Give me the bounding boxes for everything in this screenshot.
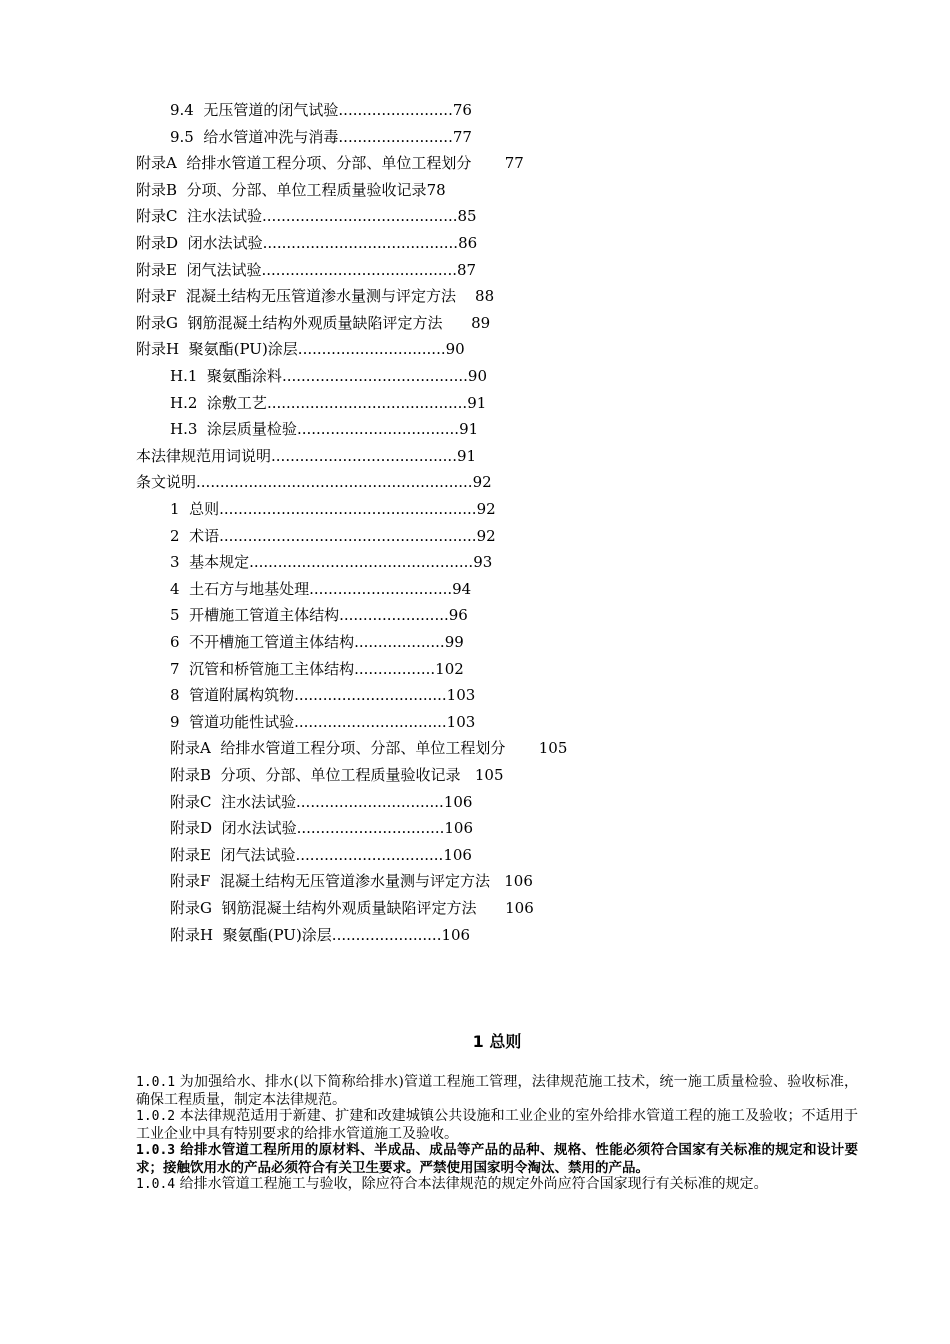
toc-dot-leader: .................	[354, 659, 436, 678]
toc-entry-title: 附录G 钢筋混凝土结构外观质量缺陷评定方法	[170, 899, 477, 917]
toc-entry-title: 2 术语	[170, 526, 220, 545]
toc-dot-leader	[456, 287, 475, 305]
toc-page-number: 105	[538, 739, 568, 758]
toc-entry	[136, 180, 446, 200]
toc-entry-title: 附录D 闭水法试验	[136, 234, 263, 252]
toc-page-number: 102	[435, 659, 464, 678]
toc-entry	[170, 659, 464, 679]
toc-entry	[170, 419, 478, 439]
toc-page-number: 92	[476, 500, 496, 518]
toc-entry-title: 附录E 闭气法试验	[170, 845, 296, 864]
toc-page-number: 91	[467, 393, 487, 412]
toc-entry	[170, 792, 472, 812]
toc-entry-title: 附录E 闭气法试验	[136, 260, 262, 279]
toc-entry-title: 4 土石方与地基处理	[170, 579, 310, 598]
chapter-title: 1 总则	[472, 1032, 522, 1051]
toc-entry	[170, 127, 472, 147]
toc-dot-leader: ...............................	[297, 340, 446, 359]
toc-entry-title: 附录B 分项、分部、单位工程质量验收记录	[136, 180, 427, 199]
toc-page-number: 90	[445, 340, 465, 359]
toc-entry	[170, 393, 486, 413]
toc-entry	[170, 579, 471, 599]
toc-entry-title: H.3 涂层质量检验	[170, 420, 297, 439]
toc-dot-leader: ...................	[354, 633, 445, 651]
toc-entry	[170, 818, 473, 838]
clause-text: 给排水管道工程所用的原材料、半成品、成品等产品的品种、规格、性能必须符合国家有关标准的规定和设计要求；接触饮用水的产品必须符合有关卫生要求。严禁使用国家明令淘汰、禁用的产品。	[136, 1142, 859, 1176]
toc-entry	[170, 632, 464, 652]
toc-dot-leader	[490, 872, 504, 890]
toc-entry	[136, 446, 476, 466]
toc-entry-title: H.1 聚氨酯涂料	[170, 367, 282, 385]
toc-entry-title: 9 管道功能性试验	[170, 712, 295, 731]
clause-list	[136, 1074, 858, 1194]
toc-entry	[136, 472, 492, 492]
toc-page-number: 92	[472, 473, 492, 492]
toc-dot-leader: .........................................	[261, 260, 457, 279]
toc-entry	[170, 871, 533, 891]
toc-entry-title: 9.4 无压管道的闭气试验	[170, 101, 339, 119]
toc-entry	[170, 552, 492, 572]
toc-entry	[170, 765, 504, 785]
toc-entry-title: 附录G 钢筋混凝土结构外观质量缺陷评定方法	[136, 313, 443, 332]
toc-page-number: 90	[467, 367, 487, 385]
clause-paragraph	[136, 1108, 858, 1142]
toc-page-number: 94	[452, 579, 472, 598]
toc-entry	[136, 260, 476, 280]
toc-page-number: 103	[446, 686, 476, 705]
toc-entry	[136, 339, 465, 359]
clause-paragraph	[136, 1142, 858, 1176]
toc-entry-title: 3 基本规定	[170, 553, 250, 572]
toc-page-number: 85	[457, 207, 477, 226]
clause-paragraph	[136, 1074, 858, 1108]
toc-entry	[170, 100, 472, 120]
toc-page-number: 106	[441, 925, 471, 944]
clause-number: 1.0.2	[136, 1109, 176, 1124]
toc-page-number: 78	[426, 180, 446, 199]
toc-entry	[136, 233, 477, 253]
toc-page-number: 76	[452, 101, 472, 119]
clause-text: 本法律规范适用于新建、扩建和改建城镇公共设施和工业企业的室外给排水管道工程的施工及验收；不适用于工业企业中具有特别要求的给排水管道施工及验收。	[136, 1108, 859, 1142]
toc-dot-leader: ..................................	[296, 420, 460, 439]
toc-entry	[170, 605, 468, 625]
toc-entry-title: 附录F 混凝土结构无压管道渗水量测与评定方法	[136, 287, 456, 306]
toc-page-number: 91	[456, 446, 477, 465]
toc-entry	[170, 685, 475, 705]
toc-entry	[170, 526, 496, 546]
toc-page-number: 99	[444, 633, 464, 651]
toc-entry-title: 附录C 注水法试验	[170, 792, 297, 811]
toc-dot-leader: ........................	[338, 127, 453, 146]
toc-page-number: 106	[505, 899, 534, 917]
toc-dot-leader	[471, 154, 504, 172]
toc-entry-title: 附录A 给排水管道工程分项、分部、单位工程划分	[136, 154, 472, 173]
toc-dot-leader: .......................	[331, 925, 442, 944]
toc-dot-leader: ..............................	[309, 579, 453, 598]
toc-entry-title: 附录F 混凝土结构无压管道渗水量测与评定方法	[170, 872, 490, 891]
toc-page-number: 106	[443, 845, 472, 864]
clause-number: 1.0.4	[136, 1177, 176, 1192]
toc-entry	[136, 313, 490, 333]
toc-page-number: 86	[458, 234, 478, 252]
toc-dot-leader	[505, 739, 538, 757]
toc-dot-leader: ...............................	[296, 792, 444, 811]
clause-number: 1.0.1	[136, 1075, 176, 1090]
toc-entry-title: 附录H 聚氨酯(PU)涂层	[136, 340, 298, 359]
toc-entry-title: 9.5 给水管道冲洗与消毒	[170, 127, 339, 146]
toc-page-number: 105	[474, 766, 504, 784]
toc-entry-title: 本法律规范用词说明	[136, 446, 272, 465]
toc-entry-title: 附录H 聚氨酯(PU)涂层	[170, 925, 332, 944]
toc-entry-title: 1 总则	[170, 500, 220, 518]
toc-entry	[170, 898, 534, 918]
toc-dot-leader	[443, 314, 472, 332]
toc-dot-leader	[461, 766, 475, 784]
toc-page-number: 96	[448, 606, 468, 625]
toc-entry	[136, 153, 524, 173]
toc-dot-leader: .......................................	[281, 367, 468, 385]
clause-text: 给排水管道工程施工与验收，除应符合本法律规范的规定外尚应符合国家现行有关标准的规定。	[179, 1176, 768, 1192]
toc-page-number: 103	[446, 712, 476, 731]
toc-entry	[170, 738, 567, 758]
clause-paragraph	[136, 1176, 858, 1194]
clause-number: 1.0.3	[136, 1143, 176, 1158]
toc-dot-leader: .........................................	[262, 234, 459, 252]
toc-dot-leader	[477, 899, 506, 917]
toc-dot-leader: ...............................	[296, 819, 445, 838]
toc-entry	[170, 925, 470, 945]
toc-page-number: 87	[457, 260, 477, 279]
toc-page-number: 89	[471, 313, 491, 332]
toc-dot-leader: ......................................................	[219, 500, 477, 518]
toc-page-number: 106	[443, 792, 473, 811]
toc-entry	[136, 286, 494, 306]
toc-page-number: 106	[444, 819, 474, 838]
toc-dot-leader: ........................	[338, 101, 453, 119]
toc-dot-leader: .......................	[339, 606, 449, 625]
toc-entry-title: 附录D 闭水法试验	[170, 819, 297, 838]
toc-entry	[170, 712, 475, 732]
toc-dot-leader: ..........................................................	[196, 473, 473, 492]
toc-entry-title: 附录C 注水法试验	[136, 207, 263, 226]
clause-text: 为加强给水、排水(以下简称给排水)管道工程施工管理，法律规范施工技术，统一施工质量检验、验收标准，确保工程质量，制定本法律规范。	[136, 1074, 859, 1108]
toc-page-number: 88	[475, 287, 495, 306]
toc-entry	[170, 845, 472, 865]
toc-page-number: 93	[473, 553, 493, 572]
toc-dot-leader: ................................	[294, 686, 447, 705]
toc-dot-leader: .......................................	[271, 446, 457, 465]
toc-entry-title: 5 开槽施工管道主体结构	[170, 606, 340, 625]
toc-dot-leader: ..........................................	[266, 393, 468, 412]
toc-entry	[170, 366, 487, 386]
toc-entry-title: 8 管道附属构筑物	[170, 686, 295, 705]
toc-entry-title: 条文说明	[136, 473, 197, 492]
toc-dot-leader: ................................	[294, 712, 447, 731]
toc-entry	[136, 206, 477, 226]
toc-page-number: 106	[504, 872, 533, 891]
toc-entry-title: 6 不开槽施工管道主体结构	[170, 633, 355, 651]
toc-dot-leader: ...............................	[295, 845, 444, 864]
toc-entry-title: 附录A 给排水管道工程分项、分部、单位工程划分	[170, 739, 506, 758]
toc-dot-leader: ......................................................	[219, 526, 477, 545]
toc-entry-title: 7 沉管和桥管施工主体结构	[170, 659, 355, 678]
toc-page-number: 91	[459, 420, 479, 439]
toc-page-number: 77	[452, 127, 472, 146]
toc-dot-leader: ...............................................	[249, 553, 474, 572]
toc-dot-leader: .........................................	[262, 207, 458, 226]
toc-page-number: 92	[476, 526, 496, 545]
toc-page-number: 77	[504, 154, 524, 173]
toc-entry-title: 附录B 分项、分部、单位工程质量验收记录	[170, 766, 461, 784]
toc-entry-title: H.2 涂敷工艺	[170, 393, 267, 412]
toc-entry	[170, 499, 496, 519]
